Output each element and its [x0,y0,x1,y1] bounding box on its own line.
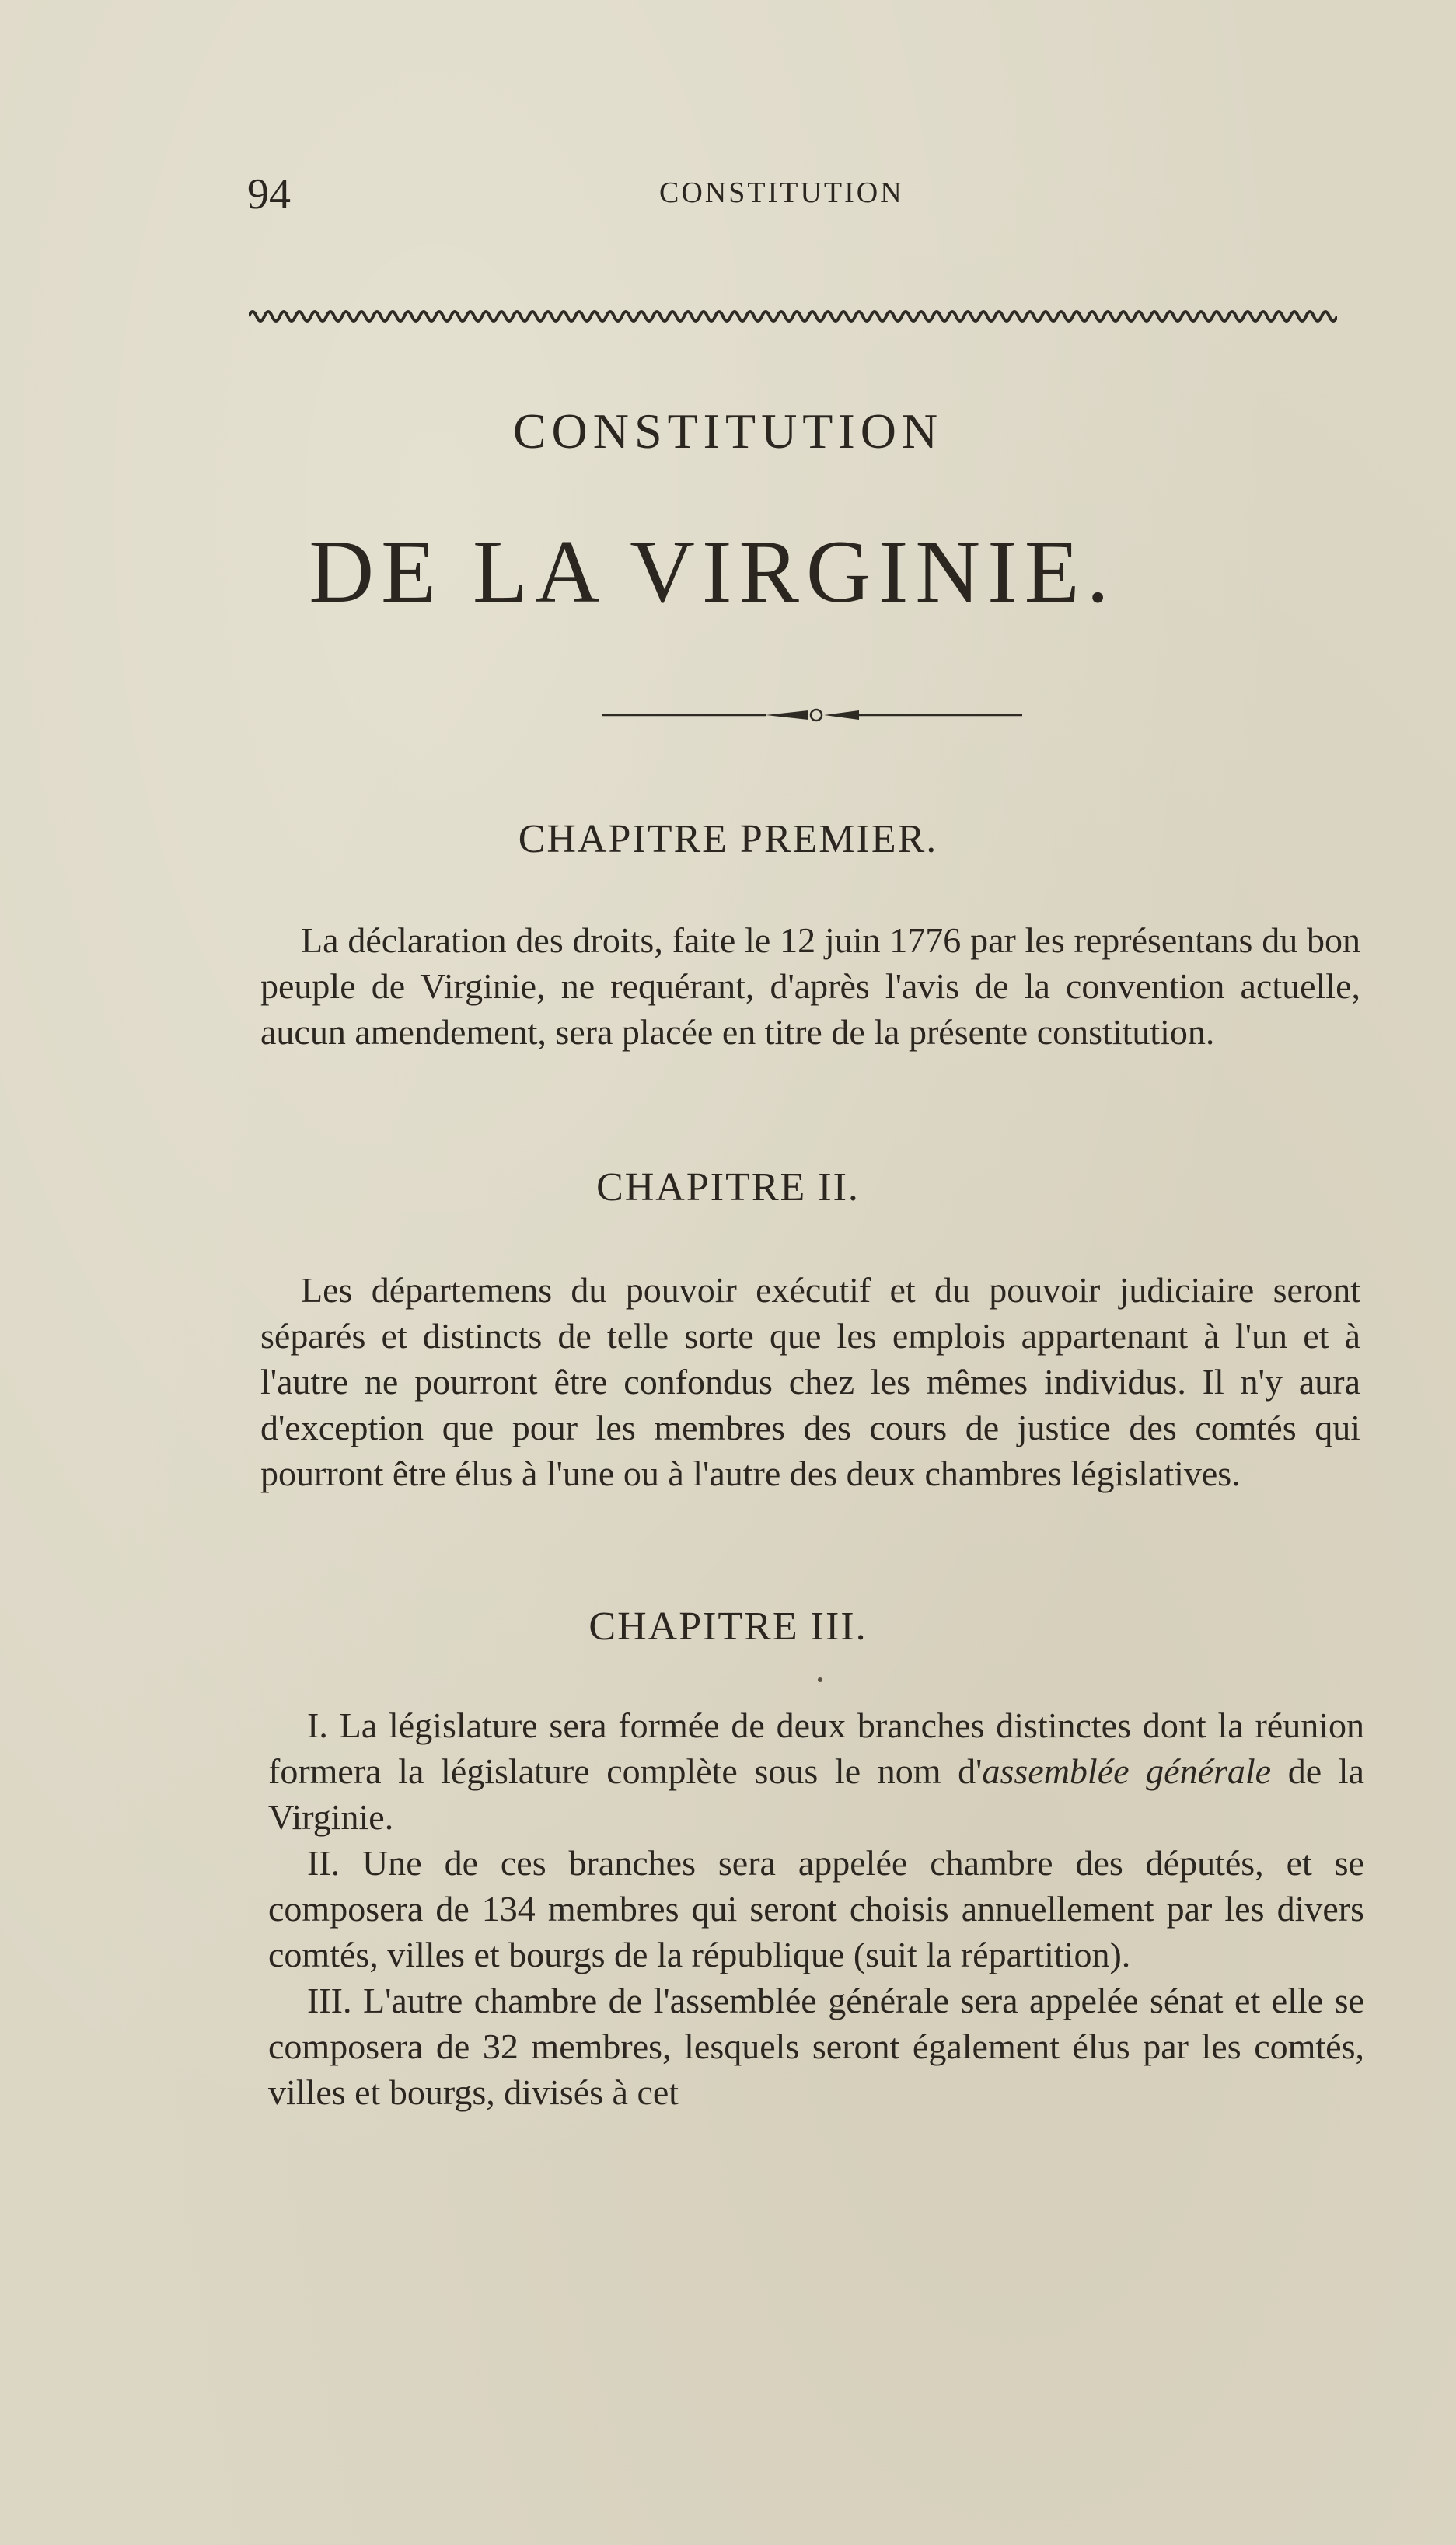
document-title-line-1: CONSTITUTION [512,403,944,459]
page-number: 94 [247,170,291,218]
chapter-1-heading: CHAPITRE PREMIER. [518,817,938,861]
chapter-1-text: La déclaration des droits, faite le 12 juin 1776 par les représentans du bon peuple de Virginie, ne requérant, d'après l'avis de la convention actuelle, aucun amendement, sera placée en titre de la présente constitution. [260,920,1360,1052]
document-title-line-2: DE LA VIRGINIE. [309,522,1116,622]
article-3: III. L'autre chambre de l'assemblée générale sera appelée sénat et elle se composera de 32 membres, lesquels seront également élus par les comtés, villes et bourgs, divisés à cet [268,1981,1364,2112]
article-2: II. Une de ces branches sera appelée chambre des députés, et se composera de 134 membres qui seront choisis annuellement par les divers comtés, villes et bourgs de la république (suit la répartition). [268,1843,1364,1974]
running-head [247,169,1374,216]
chapter-3-heading: CHAPITRE III. [588,1604,868,1649]
chapter-3-articles [268,1702,1364,2115]
ink-speck [818,1677,822,1682]
running-title: CONSTITUTION [659,176,904,209]
chapter-2-heading: CHAPITRE II. [596,1165,860,1210]
wavy-ornamental-rule [249,305,1337,328]
decorative-divider [602,700,1022,731]
chapter-2-text: Les départemens du pouvoir exécutif et du pouvoir judiciaire seront séparés et distincts de telle sorte que les emplois appartenant à l'un et à l'autre ne pourront être confondus chez les mêmes individus. Il n'y aura d'exception que pour les membres des cours de justice des comtés qui pourront être élus à l'une ou à l'autre des deux chambres législatives. [260,1270,1360,1493]
article-1: I. La législature sera formée de deux branches distinctes dont la réunion formera la législature complète sous le nom d'assemblée générale de la Virginie. [268,1705,1364,1837]
